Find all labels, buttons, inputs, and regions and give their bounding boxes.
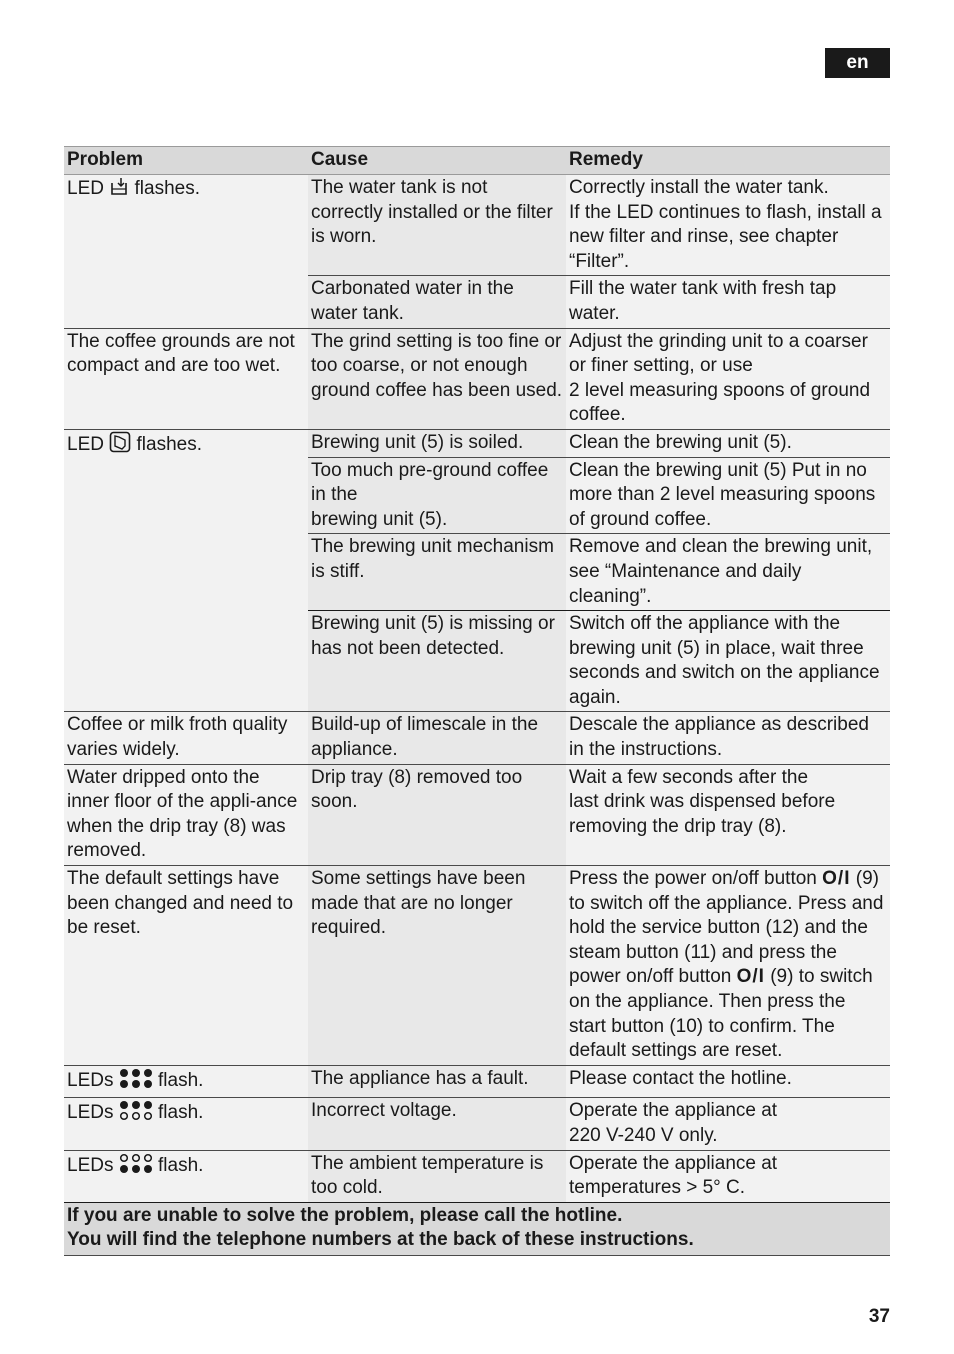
cause-cell: Drip tray (8) removed too soon.: [308, 764, 566, 865]
table-row: [64, 328, 890, 429]
remedy-text: (9) to switch on the appliance. Then press the start button (10) to confirm. The default settings are reset.: [569, 966, 873, 1062]
problem-cell: The default settings have been changed and need to be reset.: [64, 866, 308, 1066]
remedy-cell: Clean the brewing unit (5).: [566, 429, 890, 457]
table-header-row: [64, 147, 890, 175]
remedy-cell: Descale the appliance as described in the instructions.: [566, 712, 890, 764]
remedy-cell: Clean the brewing unit (5) Put in no more than 2 level measuring spoons of ground coffee.: [566, 457, 890, 534]
leds-all-filled-icon: [119, 1067, 153, 1097]
problem-cell: [64, 1065, 308, 1098]
power-symbol: O/I: [822, 868, 851, 890]
hotline-note: [64, 1202, 890, 1255]
water-tank-icon: [109, 176, 129, 205]
remedy-cell: Remove and clean the brewing unit, see “Maintenance and daily cleaning”.: [566, 534, 890, 611]
remedy-line: temperatures > 5° C.: [569, 1177, 746, 1199]
column-header-cause: Cause: [308, 147, 566, 175]
problem-text: LED: [67, 433, 104, 455]
table-row: [64, 175, 890, 276]
problem-text: flash.: [158, 1154, 204, 1176]
table-row: [64, 429, 890, 457]
problem-cell: Water dripped onto the inner floor of the appli-ance when the drip tray (8) was removed.: [64, 764, 308, 865]
table-row: [64, 1065, 890, 1098]
cause-cell: The appliance has a fault.: [308, 1065, 566, 1098]
remedy-line: 2 level measuring spoons of ground coffee.: [569, 379, 871, 426]
table-row: [64, 1150, 890, 1202]
table-row: [64, 764, 890, 865]
remedy-cell: [566, 328, 890, 429]
problem-cell: [64, 712, 308, 764]
problem-text: LEDs: [67, 1154, 114, 1176]
cause-cell: Brewing unit (5) is missing or has not been detected.: [308, 611, 566, 712]
remedy-line: last drink was dispensed before removing the drip tray (8).: [569, 791, 836, 837]
remedy-cell: [566, 866, 890, 1066]
remedy-line: Adjust the grinding unit to a coarser or finer setting, or use: [569, 330, 868, 377]
table-row: [64, 866, 890, 1066]
cause-cell: The brewing unit mechanism is stiff.: [308, 534, 566, 611]
remedy-cell: [566, 1098, 890, 1150]
problem-text: flash.: [158, 1069, 204, 1091]
table-row: [64, 1098, 890, 1150]
troubleshooting-table: [64, 146, 890, 1256]
cause-cell: Some settings have been made that are no longer required.: [308, 866, 566, 1066]
cause-cell: The water tank is not correctly installed or the filter is worn.: [308, 175, 566, 276]
remedy-line: 220 V-240 V only.: [569, 1124, 718, 1146]
problem-text: flashes.: [134, 178, 201, 199]
table-row: [64, 712, 890, 764]
problem-text: Coffee or milk froth quality varies widely.: [67, 714, 288, 761]
column-header-remedy: Remedy: [566, 147, 890, 175]
problem-cell: [64, 429, 308, 712]
remedy-line: Operate the appliance at: [569, 1100, 778, 1122]
cause-line: Too much pre-ground coffee in the: [311, 459, 549, 506]
remedy-text: Press the power on/off button: [569, 868, 817, 890]
remedy-line: Correctly install the water tank.: [569, 177, 829, 198]
problem-text: LED: [67, 178, 104, 199]
cause-cell: Incorrect voltage.: [308, 1098, 566, 1150]
leds-top-row-filled-icon: [119, 1099, 153, 1129]
remedy-line: Wait a few seconds after the: [569, 766, 809, 788]
problem-text: flash.: [158, 1102, 204, 1124]
remedy-cell: Fill the water tank with fresh tap water.: [566, 276, 890, 328]
cause-cell: The grind setting is too fine or too coarse, or not enough ground coffee has been used.: [308, 328, 566, 429]
remedy-line: If the LED continues to flash, install a new filter and rinse, see chapter “Filter”.: [569, 201, 882, 272]
problem-cell: [64, 175, 308, 329]
cause-cell: Carbonated water in the water tank.: [308, 276, 566, 328]
hotline-note-line: You will find the telephone numbers at the back of these instructions.: [67, 1229, 694, 1251]
table-footer-row: [64, 1202, 890, 1255]
remedy-cell: [566, 175, 890, 276]
power-symbol: O/I: [736, 966, 765, 988]
hotline-note-line: If you are unable to solve the problem, please call the hotline.: [67, 1204, 623, 1226]
problem-cell: The coffee grounds are not compact and are too wet.: [64, 328, 308, 429]
language-badge: en: [825, 48, 890, 78]
cause-cell: The ambient temperature is too cold.: [308, 1150, 566, 1202]
remedy-cell: [566, 1150, 890, 1202]
column-header-problem: Problem: [64, 147, 308, 175]
remedy-cell: Please contact the hotline.: [566, 1065, 890, 1098]
leds-bottom-row-filled-icon: [119, 1152, 153, 1182]
page-number: 37: [868, 1306, 890, 1327]
remedy-text: (9) to switch off the appliance. Press and hold the service button (12) and the steam button (11) and press the power on/off button: [569, 868, 884, 988]
problem-cell: [64, 1150, 308, 1202]
remedy-cell: Switch off the appliance with the brewing unit (5) in place, wait three seconds and switch on the appliance again.: [566, 611, 890, 712]
cause-line: brewing unit (5).: [311, 508, 448, 530]
problem-text: flashes.: [136, 433, 203, 455]
problem-text: LEDs: [67, 1102, 114, 1124]
problem-cell: [64, 1098, 308, 1150]
cause-cell: Build-up of limescale in the appliance.: [308, 712, 566, 764]
cause-cell: [308, 457, 566, 534]
brewing-unit-icon: [109, 431, 131, 461]
problem-text: LEDs: [67, 1069, 114, 1091]
remedy-cell: [566, 764, 890, 865]
remedy-line: Operate the appliance at: [569, 1152, 778, 1174]
cause-cell: Brewing unit (5) is soiled.: [308, 429, 566, 457]
